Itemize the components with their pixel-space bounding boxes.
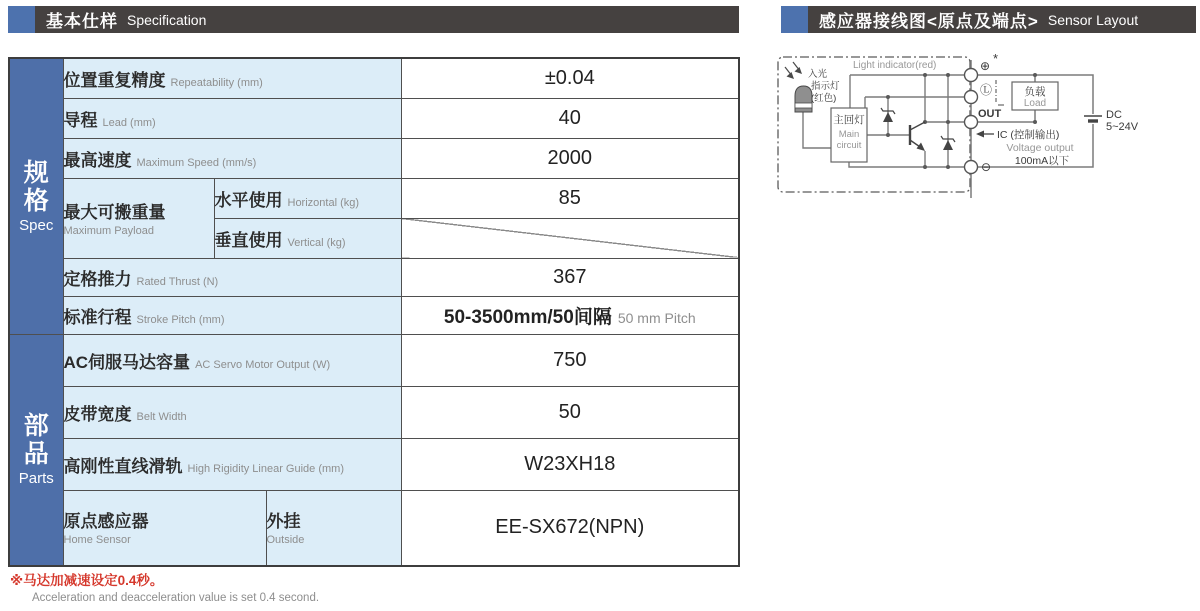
main-circuit-label-en1: Main bbox=[838, 129, 860, 140]
table-row bbox=[9, 296, 739, 334]
main-circuit-label-en2: circuit bbox=[836, 140, 862, 151]
row-label-outside: 外挂 Outside bbox=[266, 490, 401, 566]
row-label-belt-width: 皮带宽度 Belt Width bbox=[63, 386, 401, 438]
table-row bbox=[9, 138, 739, 178]
row-value-stroke-pitch: 50-3500mm/50间隔 50 mm Pitch bbox=[401, 296, 739, 334]
footnote-en: Acceleration and deacceleration value is set 0.4 second. bbox=[32, 592, 320, 604]
ic-output-label: IC (控制输出) bbox=[997, 129, 1060, 141]
row-value-rated-thrust: 367 bbox=[401, 258, 739, 296]
voltage-output-label: Voltage output bbox=[1006, 142, 1074, 154]
sensor-layout-header-bar bbox=[781, 6, 1196, 33]
row-value-linear-guide: W23XH18 bbox=[401, 438, 739, 490]
row-label-home-sensor: 原点感应器 Home Sensor bbox=[63, 490, 266, 566]
specification-table bbox=[8, 57, 740, 567]
table-row bbox=[9, 490, 739, 566]
load-label-en: Load bbox=[1023, 98, 1047, 109]
terminal-plus-circle bbox=[965, 69, 978, 82]
table-row bbox=[9, 438, 739, 490]
row-label-horizontal: 水平使用 Horizontal (kg) bbox=[214, 178, 401, 218]
terminal-l-circle bbox=[965, 91, 978, 104]
current-note-label: 100mA以下 bbox=[1014, 155, 1070, 167]
terminal-minus-label: ⊖ bbox=[981, 160, 992, 174]
row-value-home-sensor: EE-SX672(NPN) bbox=[401, 490, 739, 566]
dc-label: DC bbox=[1106, 109, 1122, 121]
specification-title-cn: 基本仕样 bbox=[46, 12, 118, 31]
footnote-cn: ※马达加减速设定0.4秒。 bbox=[10, 573, 164, 588]
ic-output-arrow-icon bbox=[976, 131, 994, 138]
group-label-en: Parts bbox=[18, 470, 54, 488]
terminal-plus-label: ⊕ bbox=[980, 59, 991, 73]
sensor-wiring-diagram bbox=[775, 50, 1195, 202]
table-row bbox=[9, 178, 739, 218]
table-row bbox=[9, 58, 739, 98]
battery-icon bbox=[1084, 116, 1102, 121]
group-label-en: Spec bbox=[19, 216, 54, 234]
row-label-rated-thrust: 定格推力 Rated Thrust (N) bbox=[63, 258, 401, 296]
terminal-out-label: OUT bbox=[978, 108, 1002, 120]
sensor-layout-title-en: Sensor Layout bbox=[1047, 11, 1139, 28]
main-circuit-box bbox=[831, 108, 867, 162]
row-value-belt-width: 50 bbox=[401, 386, 739, 438]
indicator-color-label: (红色) bbox=[811, 93, 837, 104]
group-label-cn: 规格 bbox=[23, 158, 49, 215]
row-label-max-payload: 最大可搬重量 Maximum Payload bbox=[63, 178, 214, 258]
load-box bbox=[1012, 82, 1058, 110]
row-label-repeatability: 位置重复精度 Repeatability (mm) bbox=[63, 58, 401, 98]
table-row bbox=[9, 334, 739, 386]
row-value-servo-output: 750 bbox=[401, 334, 739, 386]
blue-accent-square bbox=[8, 6, 35, 33]
footnote bbox=[10, 569, 319, 604]
terminal-minus-circle bbox=[965, 161, 978, 174]
specification-title-en: Specification bbox=[127, 11, 207, 28]
group-cell-spec bbox=[9, 58, 63, 334]
row-label-max-speed: 最高速度 Maximum Speed (mm/s) bbox=[63, 138, 401, 178]
terminal-star-label: * bbox=[993, 51, 999, 66]
row-label-lead: 导程 Lead (mm) bbox=[63, 98, 401, 138]
incoming-light-label: 入光 bbox=[808, 69, 828, 80]
row-value-max-speed: 2000 bbox=[401, 138, 739, 178]
group-label-cn: 部品 bbox=[23, 412, 49, 469]
row-value-lead: 40 bbox=[401, 98, 739, 138]
main-circuit-label-cn: 主回灯 bbox=[833, 114, 865, 126]
row-value-vertical-na bbox=[401, 218, 739, 258]
terminal-out-circle bbox=[965, 116, 978, 129]
group-cell-parts bbox=[9, 334, 63, 566]
row-label-servo-output: AC伺服马达容量 AC Servo Motor Output (W) bbox=[63, 334, 401, 386]
indicator-label-cn: 指示灯 bbox=[811, 81, 840, 92]
table-row bbox=[9, 386, 739, 438]
table-row bbox=[9, 98, 739, 138]
terminal-l-label: Ⓛ bbox=[980, 83, 993, 97]
light-indicator-label: Light indicator(red) bbox=[853, 60, 937, 71]
zener-diode-icon bbox=[881, 108, 955, 150]
row-label-vertical: 垂直使用 Vertical (kg) bbox=[214, 218, 401, 258]
transistor-icon bbox=[910, 122, 925, 151]
row-label-linear-guide: 高刚性直线滑轨 High Rigidity Linear Guide (mm) bbox=[63, 438, 401, 490]
sensor-layout-title-cn: 感应器接线图<原点及端点> bbox=[819, 12, 1039, 31]
specification-header-bar bbox=[8, 6, 739, 33]
table-row bbox=[9, 258, 739, 296]
load-label-cn: 负载 bbox=[1024, 86, 1046, 98]
blue-accent-square bbox=[781, 6, 808, 33]
light-ray-arrows-icon bbox=[785, 62, 802, 79]
led-indicator-icon bbox=[795, 86, 812, 112]
sensor-boundary-box bbox=[778, 57, 970, 192]
row-value-repeatability: ±0.04 bbox=[401, 58, 739, 98]
row-value-horizontal: 85 bbox=[401, 178, 739, 218]
row-label-stroke-pitch: 标准行程 Stroke Pitch (mm) bbox=[63, 296, 401, 334]
dc-range-label: 5~24V bbox=[1106, 121, 1139, 133]
